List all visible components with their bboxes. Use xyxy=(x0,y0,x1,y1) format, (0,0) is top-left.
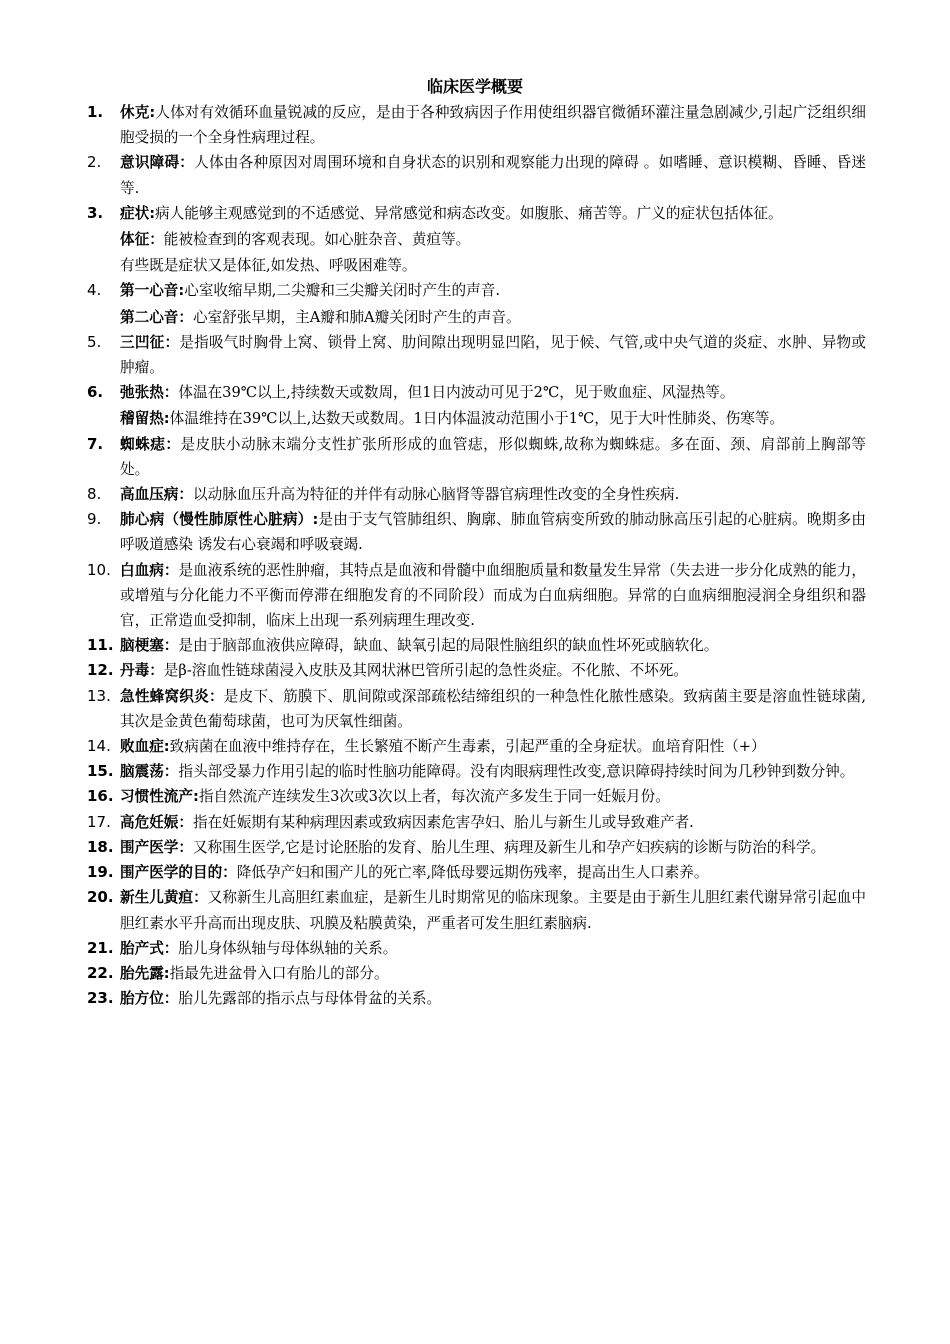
definition-paragraph xyxy=(120,406,866,431)
page-title: 临床医学概要 xyxy=(426,77,523,96)
term-label: 败血症: xyxy=(120,738,170,756)
item-number: 13. xyxy=(87,686,111,705)
term-label: 胎方位： xyxy=(120,990,179,1008)
item-number: 18. xyxy=(87,837,114,856)
definition-paragraph xyxy=(120,253,866,278)
definition-paragraph xyxy=(120,330,866,380)
definition-text: 指最先进盆骨入口有胎儿的部分。 xyxy=(169,964,389,982)
list-item xyxy=(87,633,866,658)
definition-paragraph xyxy=(120,684,866,734)
item-number: 10. xyxy=(87,560,111,579)
item-number: 20. xyxy=(87,888,114,907)
list-item xyxy=(87,100,866,150)
definition-text: 又称围生医学,它是讨论胚胎的发育、胎儿生理、病理及新生儿和孕产妇疾病的诊断与防治的科学。 xyxy=(192,838,826,856)
item-number: 9. xyxy=(87,510,102,529)
list-item xyxy=(87,201,866,279)
list-item xyxy=(87,860,866,885)
definition-text: 体温维持在39℃以上,达数天或数周。1日内体温波动范围小于1℃，见于大叶性肺炎、伤寒等。 xyxy=(169,410,785,428)
term-label: 习惯性流产: xyxy=(120,788,199,806)
term-label: 急性蜂窝织炎： xyxy=(120,687,224,705)
list-item xyxy=(87,558,866,634)
definition-paragraph xyxy=(120,810,866,835)
definition-paragraph xyxy=(120,936,866,961)
item-number: 7. xyxy=(87,434,104,453)
definition-text: 是指吸气时胸骨上窝、锁骨上窝、肋间隙出现明显凹陷，见于候、气管,或中央气道的炎症、水肿、异物或肿瘤。 xyxy=(120,333,866,377)
list-item xyxy=(87,330,866,380)
item-number: 2. xyxy=(87,153,102,172)
list-item xyxy=(87,684,866,734)
list-item xyxy=(87,507,866,557)
definition-text: 能被检查到的客观表现。如心脏杂音、黄疸等。 xyxy=(163,231,471,249)
definition-text: 是皮肤小动脉末端分支性扩张所形成的血管痣，形似蜘蛛,故称为蜘蛛痣。多在面、颈、肩部前上胸部等处。 xyxy=(120,435,866,478)
definition-paragraph xyxy=(120,507,866,557)
definition-paragraph xyxy=(120,885,866,935)
term-label: 弛张热： xyxy=(120,384,179,402)
definition-paragraph xyxy=(120,227,866,252)
definition-paragraph xyxy=(120,986,866,1011)
term-label: 第一心音: xyxy=(120,282,185,300)
definition-text: 致病菌在血液中维持存在，生长繁殖不断产生毒素，引起严重的全身症状。血培育阳性（+） xyxy=(169,738,766,756)
item-number: 1. xyxy=(87,103,104,121)
definition-text: 是皮下、筋膜下、肌间隙或深部疏松结缔组织的一种急性化脓性感染。致病菌主要是溶血性链球菌,其次是金黄色葡萄球菌，也可为厌氧性细菌。 xyxy=(120,687,866,730)
definition-text: 胎儿先露部的指示点与母体骨盆的关系。 xyxy=(178,990,442,1008)
definition-text: 体温在39℃以上,持续数天或数周，但1日内波动可见于2℃，见于败血症、风湿热等。 xyxy=(178,384,735,402)
definition-paragraph xyxy=(120,835,866,860)
term-label: 症状: xyxy=(120,204,156,222)
definition-text: 病人能够主观感觉到的不适感觉、异常感觉和病态改变。如腹胀、痛苦等。广义的症状包括体征。 xyxy=(155,204,783,222)
definition-text: 胎儿身体纵轴与母体纵轴的关系。 xyxy=(178,939,398,957)
definition-text: 人体由各种原因对周围环境和自身状态的识别和观察能力出现的障碍 。如嗜睡、意识模糊、昏睡、昏迷等. xyxy=(120,154,866,197)
definition-text: 又称新生儿高胆红素血症，是新生儿时期常见的临床现象。主要是由于新生儿胆红素代谢异常引起血中胆红素水平升高而出现皮肤、巩膜及粘膜黄染，严重者可发生胆红素脑病. xyxy=(120,889,866,932)
definition-text: 人体对有效循环血量锐减的反应，是由于各种致病因子作用使组织器官微循环灌注量急剧减少,引起广泛组织细胞受损的一个全身性病理过程。 xyxy=(120,104,866,147)
definition-text: 有些既是症状又是体征,如发热、呼吸困难等。 xyxy=(120,257,417,275)
list-item xyxy=(87,986,866,1011)
definition-paragraph xyxy=(120,201,866,226)
term-label: 白血病： xyxy=(120,561,179,579)
definition-paragraph xyxy=(120,380,866,405)
definition-paragraph xyxy=(120,278,866,303)
term-label: 围产医学的目的： xyxy=(120,864,237,882)
list-item xyxy=(87,759,866,784)
item-number: 4. xyxy=(87,281,102,300)
list-item xyxy=(87,150,866,200)
term-label: 蜘蛛痣： xyxy=(120,435,181,453)
definition-paragraph xyxy=(120,432,866,482)
item-number: 21. xyxy=(87,938,114,957)
definition-text: 指头部受暴力作用引起的临时性脑功能障碍。没有肉眼病理性改变,意识障碍持续时间为几秒钟到数分钟。 xyxy=(178,763,855,781)
term-label: 高血压病： xyxy=(120,486,193,504)
list-item xyxy=(87,784,866,809)
item-number: 8. xyxy=(87,485,102,504)
item-number: 22. xyxy=(87,963,114,982)
list-item xyxy=(87,482,866,507)
definition-list xyxy=(0,100,950,1011)
list-item xyxy=(87,835,866,860)
list-item xyxy=(87,380,866,431)
term-label: 休克: xyxy=(120,104,156,121)
item-number: 11. xyxy=(87,636,114,655)
definition-text: 降低孕产妇和围产儿的死亡率,降低母婴远期伤残率，提高出生人口素养。 xyxy=(236,864,709,882)
definition-text: 指在妊娠期有某种病理因素或致病因素危害孕妇、胎儿与新生儿或导致难产者. xyxy=(192,813,694,831)
item-number: 14. xyxy=(87,737,111,756)
definition-paragraph xyxy=(120,100,866,150)
item-number: 12. xyxy=(87,661,114,680)
item-number: 23. xyxy=(87,989,114,1008)
definition-paragraph xyxy=(120,734,866,759)
item-number: 17. xyxy=(87,812,111,831)
definition-text: 指自然流产连续发生3次或3次以上者，每次流产多发生于同一妊娠月份。 xyxy=(198,788,670,806)
list-item xyxy=(87,734,866,759)
term-label: 胎产式： xyxy=(120,939,179,957)
list-item xyxy=(87,810,866,835)
term-label: 脑梗塞： xyxy=(120,637,179,655)
term-label: 肺心病（慢性肺原性心脏病）: xyxy=(120,511,319,529)
term-label: 胎先露: xyxy=(120,964,170,982)
item-number: 3. xyxy=(87,203,104,222)
term-label: 三凹征： xyxy=(120,333,180,351)
list-item xyxy=(87,961,866,986)
term-label: 高危妊娠： xyxy=(120,813,193,831)
definition-text: 是由于脑部血液供应障碍，缺血、缺氧引起的局限性脑组织的缺血性坏死或脑软化。 xyxy=(178,637,719,655)
definition-paragraph xyxy=(120,759,866,784)
term-label: 丹毒： xyxy=(120,662,164,680)
definition-text: 是由于支气管肺组织、胸廓、肺血管病变所致的肺动脉高压引起的心脏病。晚期多由呼吸道感染 诱发右心衰竭和呼吸衰竭. xyxy=(120,511,866,554)
item-number: 19. xyxy=(87,863,114,882)
term-label: 脑震荡： xyxy=(120,763,179,781)
definition-paragraph xyxy=(120,633,866,658)
list-item xyxy=(87,936,866,961)
list-item xyxy=(87,278,866,329)
definition-paragraph xyxy=(120,961,866,986)
definition-paragraph xyxy=(120,482,866,507)
definition-text: 心室收缩早期,二尖瓣和三尖瓣关闭时产生的声音. xyxy=(184,282,500,300)
definition-paragraph xyxy=(120,860,866,885)
definition-paragraph xyxy=(120,784,866,809)
definition-text: 以动脉血压升高为特征的并伴有动脉心脑肾等器官病理性改变的全身性疾病. xyxy=(192,486,680,504)
term-label: 第二心音： xyxy=(120,308,193,326)
definition-text: 心室舒张早期，主A瓣和肺A瓣关闭时产生的声音。 xyxy=(192,308,521,326)
item-number: 16. xyxy=(87,787,114,806)
item-number: 6. xyxy=(87,383,104,402)
term-label: 意识障碍： xyxy=(120,154,195,172)
list-item xyxy=(87,432,866,482)
term-label: 围产医学： xyxy=(120,838,193,856)
list-item xyxy=(87,885,866,935)
definition-paragraph xyxy=(120,305,866,330)
definition-text: 是β-溶血性链球菌浸入皮肤及其网状淋巴管所引起的急性炎症。不化脓、不坏死。 xyxy=(163,662,688,680)
term-label: 稽留热: xyxy=(120,410,170,428)
definition-text: 是血液系统的恶性肿瘤，其特点是血液和骨髓中血细胞质量和数量发生异常（失去进一步分化成熟的能力，或增殖与分化能力不平衡而停滞在细胞发育的不同阶段）而成为白血病细胞。异常的白血病细胞浸润全身组织和器官，正常造血受抑制，临床上出现一系列病理生理改变. xyxy=(120,561,866,630)
definition-paragraph xyxy=(120,658,866,683)
item-number: 15. xyxy=(87,762,114,781)
definition-paragraph xyxy=(120,150,866,200)
term-label: 体征： xyxy=(120,231,164,249)
list-item xyxy=(87,658,866,683)
item-number: 5. xyxy=(87,332,102,351)
definition-paragraph xyxy=(120,558,866,634)
term-label: 新生儿黄疸： xyxy=(120,889,208,907)
